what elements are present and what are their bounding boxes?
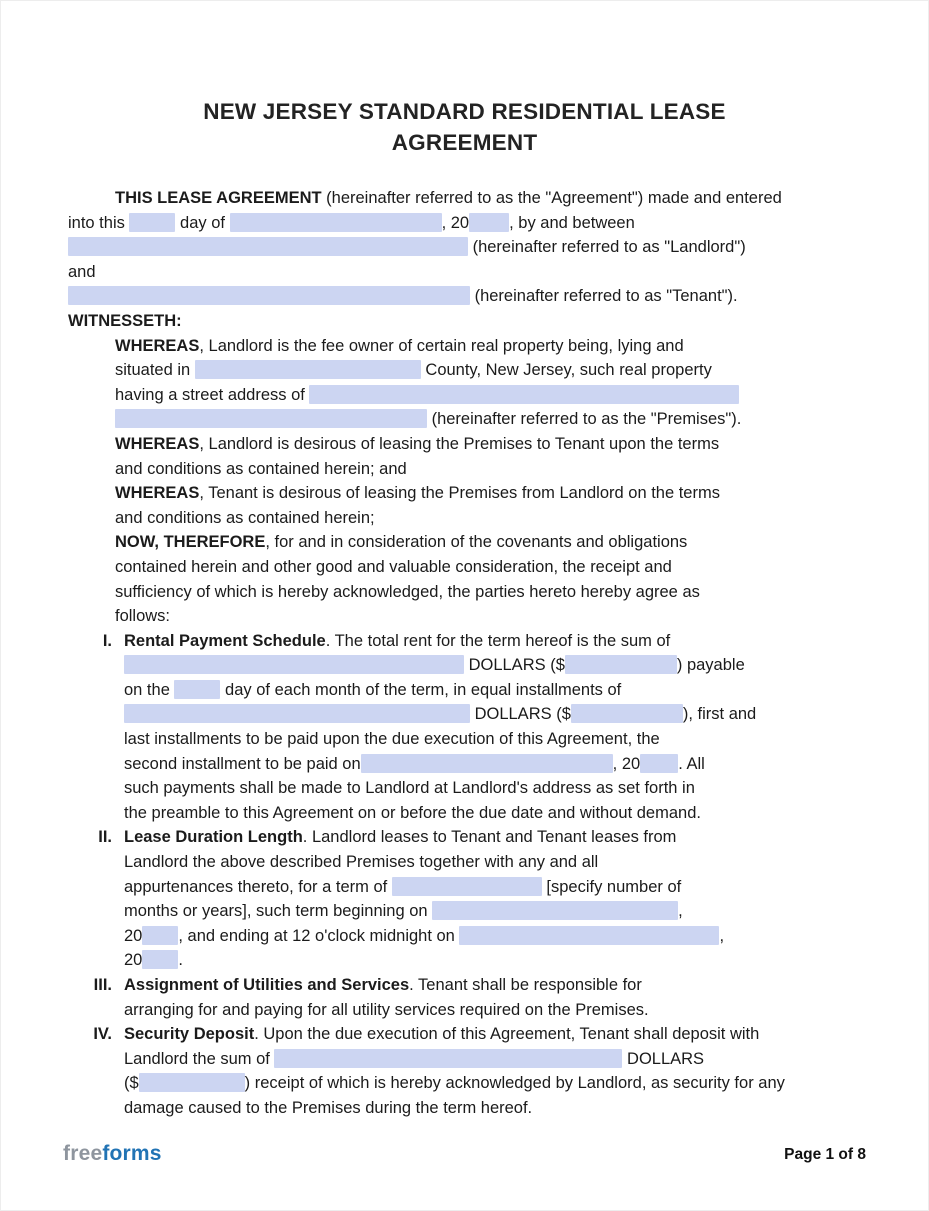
text-run: , 20 (612, 754, 641, 773)
field-term-length[interactable] (392, 877, 542, 896)
text-run: WHEREAS (115, 336, 200, 355)
field-execution-year[interactable] (469, 213, 509, 232)
paragraph-now-therefore (115, 530, 880, 628)
text-run: DOLLARS (622, 1049, 705, 1068)
text-run: . Upon the due execution of this Agreement, Tenant shall deposit with (254, 1025, 760, 1044)
text-run: and conditions as contained herein; and (115, 459, 407, 478)
text-run: [specify number of (541, 877, 682, 896)
text-run: (hereinafter referred to as the "Premises"). (427, 410, 742, 429)
field-execution-month[interactable] (230, 213, 442, 232)
field-monthly-due-day[interactable] (174, 680, 220, 699)
section-numeral: II. (98, 828, 112, 847)
field-term-end-date[interactable] (459, 926, 719, 945)
brand-forms-text: forms (102, 1142, 162, 1165)
text-run: situated in (115, 361, 195, 380)
paragraph-whereas-property (115, 334, 880, 432)
text-run: ) receipt of which is hereby acknowledged by Landlord, as security for any (244, 1074, 785, 1093)
text-run: . The total rent for the term hereof is the sum of (325, 631, 671, 650)
text-run: , for and in consideration of the covenants and obligations (265, 533, 688, 552)
text-run: 20 (124, 926, 143, 945)
text-run: , 20 (441, 213, 470, 232)
text-run: , and ending at 12 o'clock midnight on (178, 926, 460, 945)
field-execution-day[interactable] (129, 213, 175, 232)
document-body (68, 186, 880, 1121)
text-run: follows: (115, 607, 171, 626)
field-tenant-name[interactable] (68, 286, 470, 305)
field-second-installment-year[interactable] (640, 754, 678, 773)
section-i-rental-payment-schedule (68, 629, 880, 826)
paragraph-whereas-landlord-intent (115, 432, 880, 481)
text-run: NOW, THEREFORE (115, 533, 266, 552)
text-run: Assignment of Utilities and Services (124, 976, 410, 994)
text-run: . Landlord leases to Tenant and Tenant leases from (302, 828, 677, 847)
field-installment-amount[interactable] (571, 704, 683, 723)
text-run: DOLLARS ($ (464, 656, 565, 675)
text-run: . All (678, 754, 705, 773)
field-total-rent-amount[interactable] (565, 655, 677, 674)
text-run: Lease Duration Length (124, 828, 303, 847)
text-run: and conditions as contained herein; (115, 508, 375, 527)
text-run: sufficiency of which is hereby acknowledged, the parties hereto hereby agree as (115, 582, 700, 601)
field-term-start-date[interactable] (432, 901, 678, 920)
text-run: . (178, 951, 183, 970)
text-run: WHEREAS (115, 434, 200, 453)
section-numeral: III. (93, 976, 112, 994)
section-iv-security-deposit (68, 1022, 880, 1120)
text-run: second installment to be paid on (124, 754, 361, 773)
text-run: day of (175, 213, 230, 232)
text-run: having a street address of (115, 385, 310, 404)
text-run: 20 (124, 951, 143, 970)
text-run: Rental Payment Schedule (124, 631, 326, 650)
text-run: months or years], such term beginning on (124, 902, 433, 921)
text-run: Landlord the above described Premises together with any and all (124, 853, 599, 872)
field-landlord-name[interactable] (68, 237, 468, 256)
text-run: and (68, 262, 96, 281)
field-security-deposit-amount[interactable] (139, 1073, 245, 1092)
field-second-installment-date[interactable] (361, 754, 613, 773)
text-run: (hereinafter referred to as the "Agreement") made and entered (321, 189, 782, 207)
document-title: NEW JERSEY STANDARD RESIDENTIAL LEASE AGREEMENT (203, 99, 726, 155)
text-run: , (678, 902, 683, 921)
text-run: appurtenances thereto, for a term of (124, 877, 392, 896)
text-run: ) payable (676, 656, 745, 675)
text-run: Landlord the sum of (124, 1049, 275, 1068)
section-body (124, 825, 880, 973)
section-body (124, 1022, 880, 1120)
paragraph-whereas-tenant-intent (115, 481, 880, 530)
text-run: last installments to be paid upon the due execution of this Agreement, the (124, 730, 660, 749)
section-numeral: IV. (93, 1025, 112, 1044)
field-term-start-year[interactable] (142, 926, 178, 945)
text-run: WHEREAS (115, 484, 200, 503)
brand-free-text: free (63, 1142, 103, 1165)
text-run: arranging for and paying for all utility services required on the Premises. (124, 1000, 649, 1019)
text-run: ($ (124, 1074, 139, 1093)
field-installment-words[interactable] (124, 704, 470, 723)
field-street-address[interactable] (309, 385, 739, 404)
field-total-rent-words[interactable] (124, 655, 464, 674)
text-run: on the (124, 680, 175, 699)
text-run: , Landlord is desirous of leasing the Premises to Tenant upon the terms (199, 434, 720, 453)
page-footer (63, 1142, 866, 1166)
text-run: County, New Jersey, such real property (420, 361, 712, 380)
section-numeral: I. (102, 631, 112, 650)
field-security-deposit-words[interactable] (274, 1049, 622, 1068)
text-run: , Tenant is desirous of leasing the Premises from Landlord on the terms (199, 484, 720, 503)
text-run: Security Deposit (124, 1025, 255, 1044)
text-run: THIS LEASE AGREEMENT (115, 189, 322, 207)
text-run: DOLLARS ($ (470, 705, 571, 724)
section-body (124, 973, 880, 1022)
text-run: , by and between (509, 213, 635, 232)
text-run: (hereinafter referred to as "Landlord") (468, 238, 746, 257)
text-run: into this (68, 213, 130, 232)
text-run: , (719, 926, 725, 945)
freeforms-logo (63, 1142, 162, 1166)
section-ii-lease-duration-length (68, 825, 880, 973)
page-indicator: Page 1 of 8 (784, 1146, 866, 1163)
text-run: (hereinafter referred to as "Tenant"). (470, 287, 738, 306)
section-body (124, 629, 880, 826)
text-run: ), first and (682, 705, 757, 724)
text-run: contained herein and other good and valuable consideration, the receipt and (115, 557, 672, 576)
witnesseth-heading (68, 309, 880, 334)
witnesseth-label: WITNESSETH: (68, 311, 182, 330)
field-county[interactable] (195, 360, 421, 379)
text-run: day of each month of the term, in equal installments of (220, 680, 622, 699)
paragraph-opening (68, 186, 880, 309)
text-run: damage caused to the Premises during the term hereof. (124, 1098, 533, 1117)
section-iii-utilities-and-services (68, 973, 880, 1022)
text-run: . Tenant shall be responsible for (409, 976, 642, 994)
text-run: the preamble to this Agreement on or before the due date and without demand. (124, 803, 701, 822)
text-run: , Landlord is the fee owner of certain real property being, lying and (199, 336, 684, 355)
field-street-address-2[interactable] (115, 409, 427, 428)
field-term-end-year[interactable] (142, 950, 178, 969)
text-run: such payments shall be made to Landlord at Landlord's address as set forth in (124, 779, 695, 798)
